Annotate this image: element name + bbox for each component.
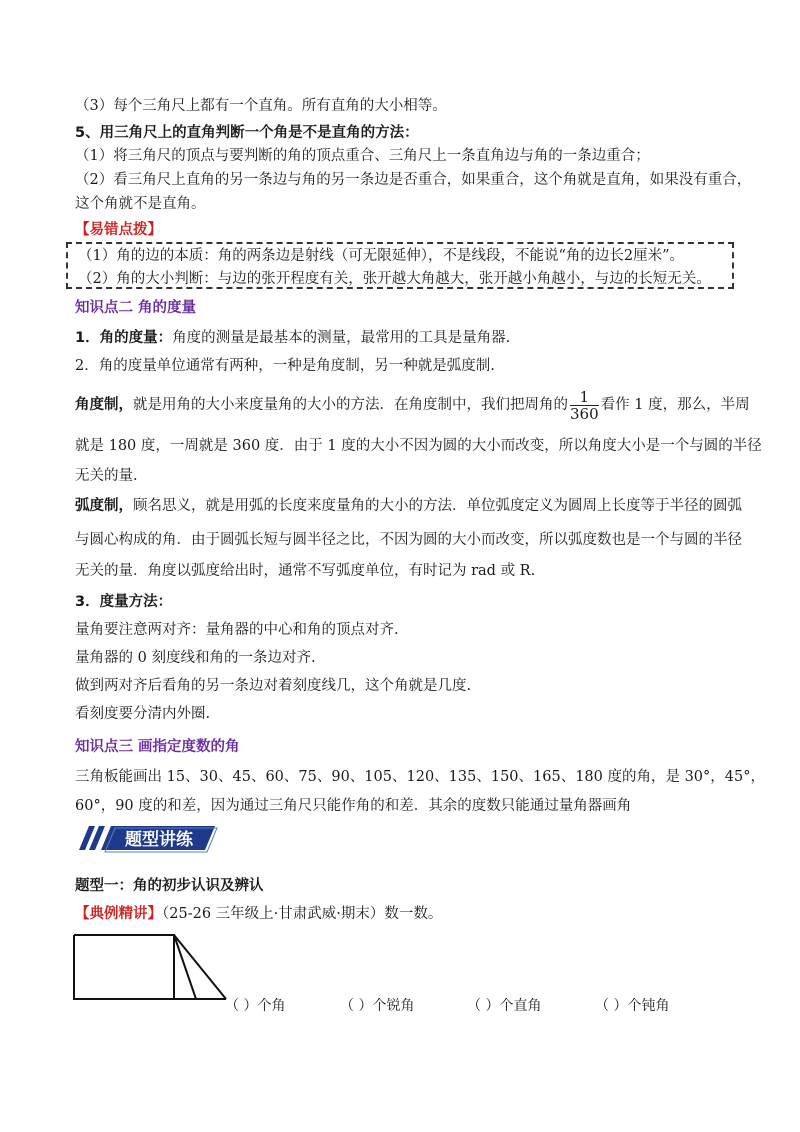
knowledge-point-heading: 知识点二 角的度量 <box>75 300 197 316</box>
text-line <box>75 387 750 423</box>
item-heading: 3．度量方法： <box>75 594 173 610</box>
text-line: 2．角的度量单位通常有两种，一种是角度制，另一种就是弧度制. <box>75 358 495 374</box>
answer-blank-angles[interactable]: （ ）个角 <box>225 998 286 1014</box>
knowledge-point-heading: 知识点三 画指定度数的角 <box>75 739 240 755</box>
text-line: 60°，90 度的和差，因为通过三角尺只能作角的和差．其余的度数只能通过量角器画角 <box>75 798 632 814</box>
answer-blank-acute[interactable]: （ ）个锐角 <box>340 998 415 1014</box>
banner-title: 题型讲练 <box>125 830 193 850</box>
text-line: 量角器的 0 刻度线和角的一条边对齐. <box>75 650 316 666</box>
text-line: 做到两对齐后看角的另一条边对着刻度线几，这个角就是几度. <box>75 678 472 694</box>
text-line: 无关的量. <box>75 468 138 484</box>
tip-item: （1）角的边的本质：角的两条边是射线（可无限延伸），不是线段，不能说“角的边长2厘米”。 <box>78 248 685 264</box>
term-heading: 角度制， <box>75 397 133 413</box>
text-span: 顾名思义，就是用弧的长度来度量角的大小的方法．单位弧度定义为圆周上长度等于半径的圆弧 <box>133 498 742 514</box>
text-line: （1）将三角尺的顶点与要判断的角的顶点重合、三角尺上一条直角边与角的一条边重合； <box>75 148 650 164</box>
text-line: 这个角就不是直角。 <box>75 196 206 212</box>
text-line: （3）每个三角尺上都有一个直角。所有直角的大小相等。 <box>75 98 447 114</box>
fraction-denominator: 360 <box>570 404 599 423</box>
text-line <box>75 496 742 516</box>
item-body: 角度的测量是最基本的测量，最常用的工具是量角器. <box>172 330 511 346</box>
example-label: 【典例精讲】 <box>75 906 162 922</box>
fraction <box>570 389 599 422</box>
example-text: （25-26 三年级上·甘肃武威·期末）数一数。 <box>162 906 443 922</box>
term-heading: 弧度制， <box>75 498 133 514</box>
example-line <box>75 904 442 924</box>
answer-blank-right[interactable]: （ ）个直角 <box>467 998 542 1014</box>
item-heading: 1．角的度量： <box>75 330 173 346</box>
text-line: 看刻度要分清内外圈. <box>75 706 211 722</box>
answer-blank-obtuse[interactable]: （ ）个钝角 <box>595 998 670 1014</box>
text-line: 量角要注意两对齐：量角器的中心和角的顶点对齐. <box>75 622 399 638</box>
fraction-numerator: 1 <box>570 389 599 406</box>
text-line: 三角板能画出 15、30、45、60、75、90、105、120、135、150、165、180 度的角，是 30°，45°， <box>75 769 765 785</box>
tip-item: （2）角的大小判断：与边的张开程度有关，张开越大角越大，张开越小角越小，与边的长短无关。 <box>78 271 711 287</box>
text-line: 与圆心构成的角．由于圆弧长短与圆半径之比，不因为圆的大小而改变，所以弧度数也是一个与圆的半径 <box>75 532 742 548</box>
question-type-heading: 题型一：角的初步认识及辨认 <box>75 878 264 894</box>
text-line: 无关的量．角度以弧度给出时，通常不写弧度单位，有时记为 rad 或 R. <box>75 563 536 579</box>
text-line: 就是 180 度，一周就是 360 度．由于 1 度的大小不因为圆的大小而改变，所以角度大小是一个与圆的半径 <box>75 438 762 454</box>
tip-label: 【易错点拨】 <box>75 222 162 238</box>
section-banner <box>75 822 220 854</box>
text-span: 看作 1 度，那么，半周 <box>600 397 750 413</box>
angle-figure <box>72 932 228 1002</box>
text-line: （2）看三角尺上直角的另一条边与角的另一条边是否重合，如果重合，这个角就是直角，如果没有重合， <box>75 172 752 188</box>
section-heading: 5、用三角尺上的直角判断一个角是不是直角的方法： <box>75 125 419 141</box>
text-line <box>75 328 510 348</box>
text-span: 就是用角的大小来度量角的大小的方法．在角度制中，我们把周角的 <box>133 397 568 413</box>
